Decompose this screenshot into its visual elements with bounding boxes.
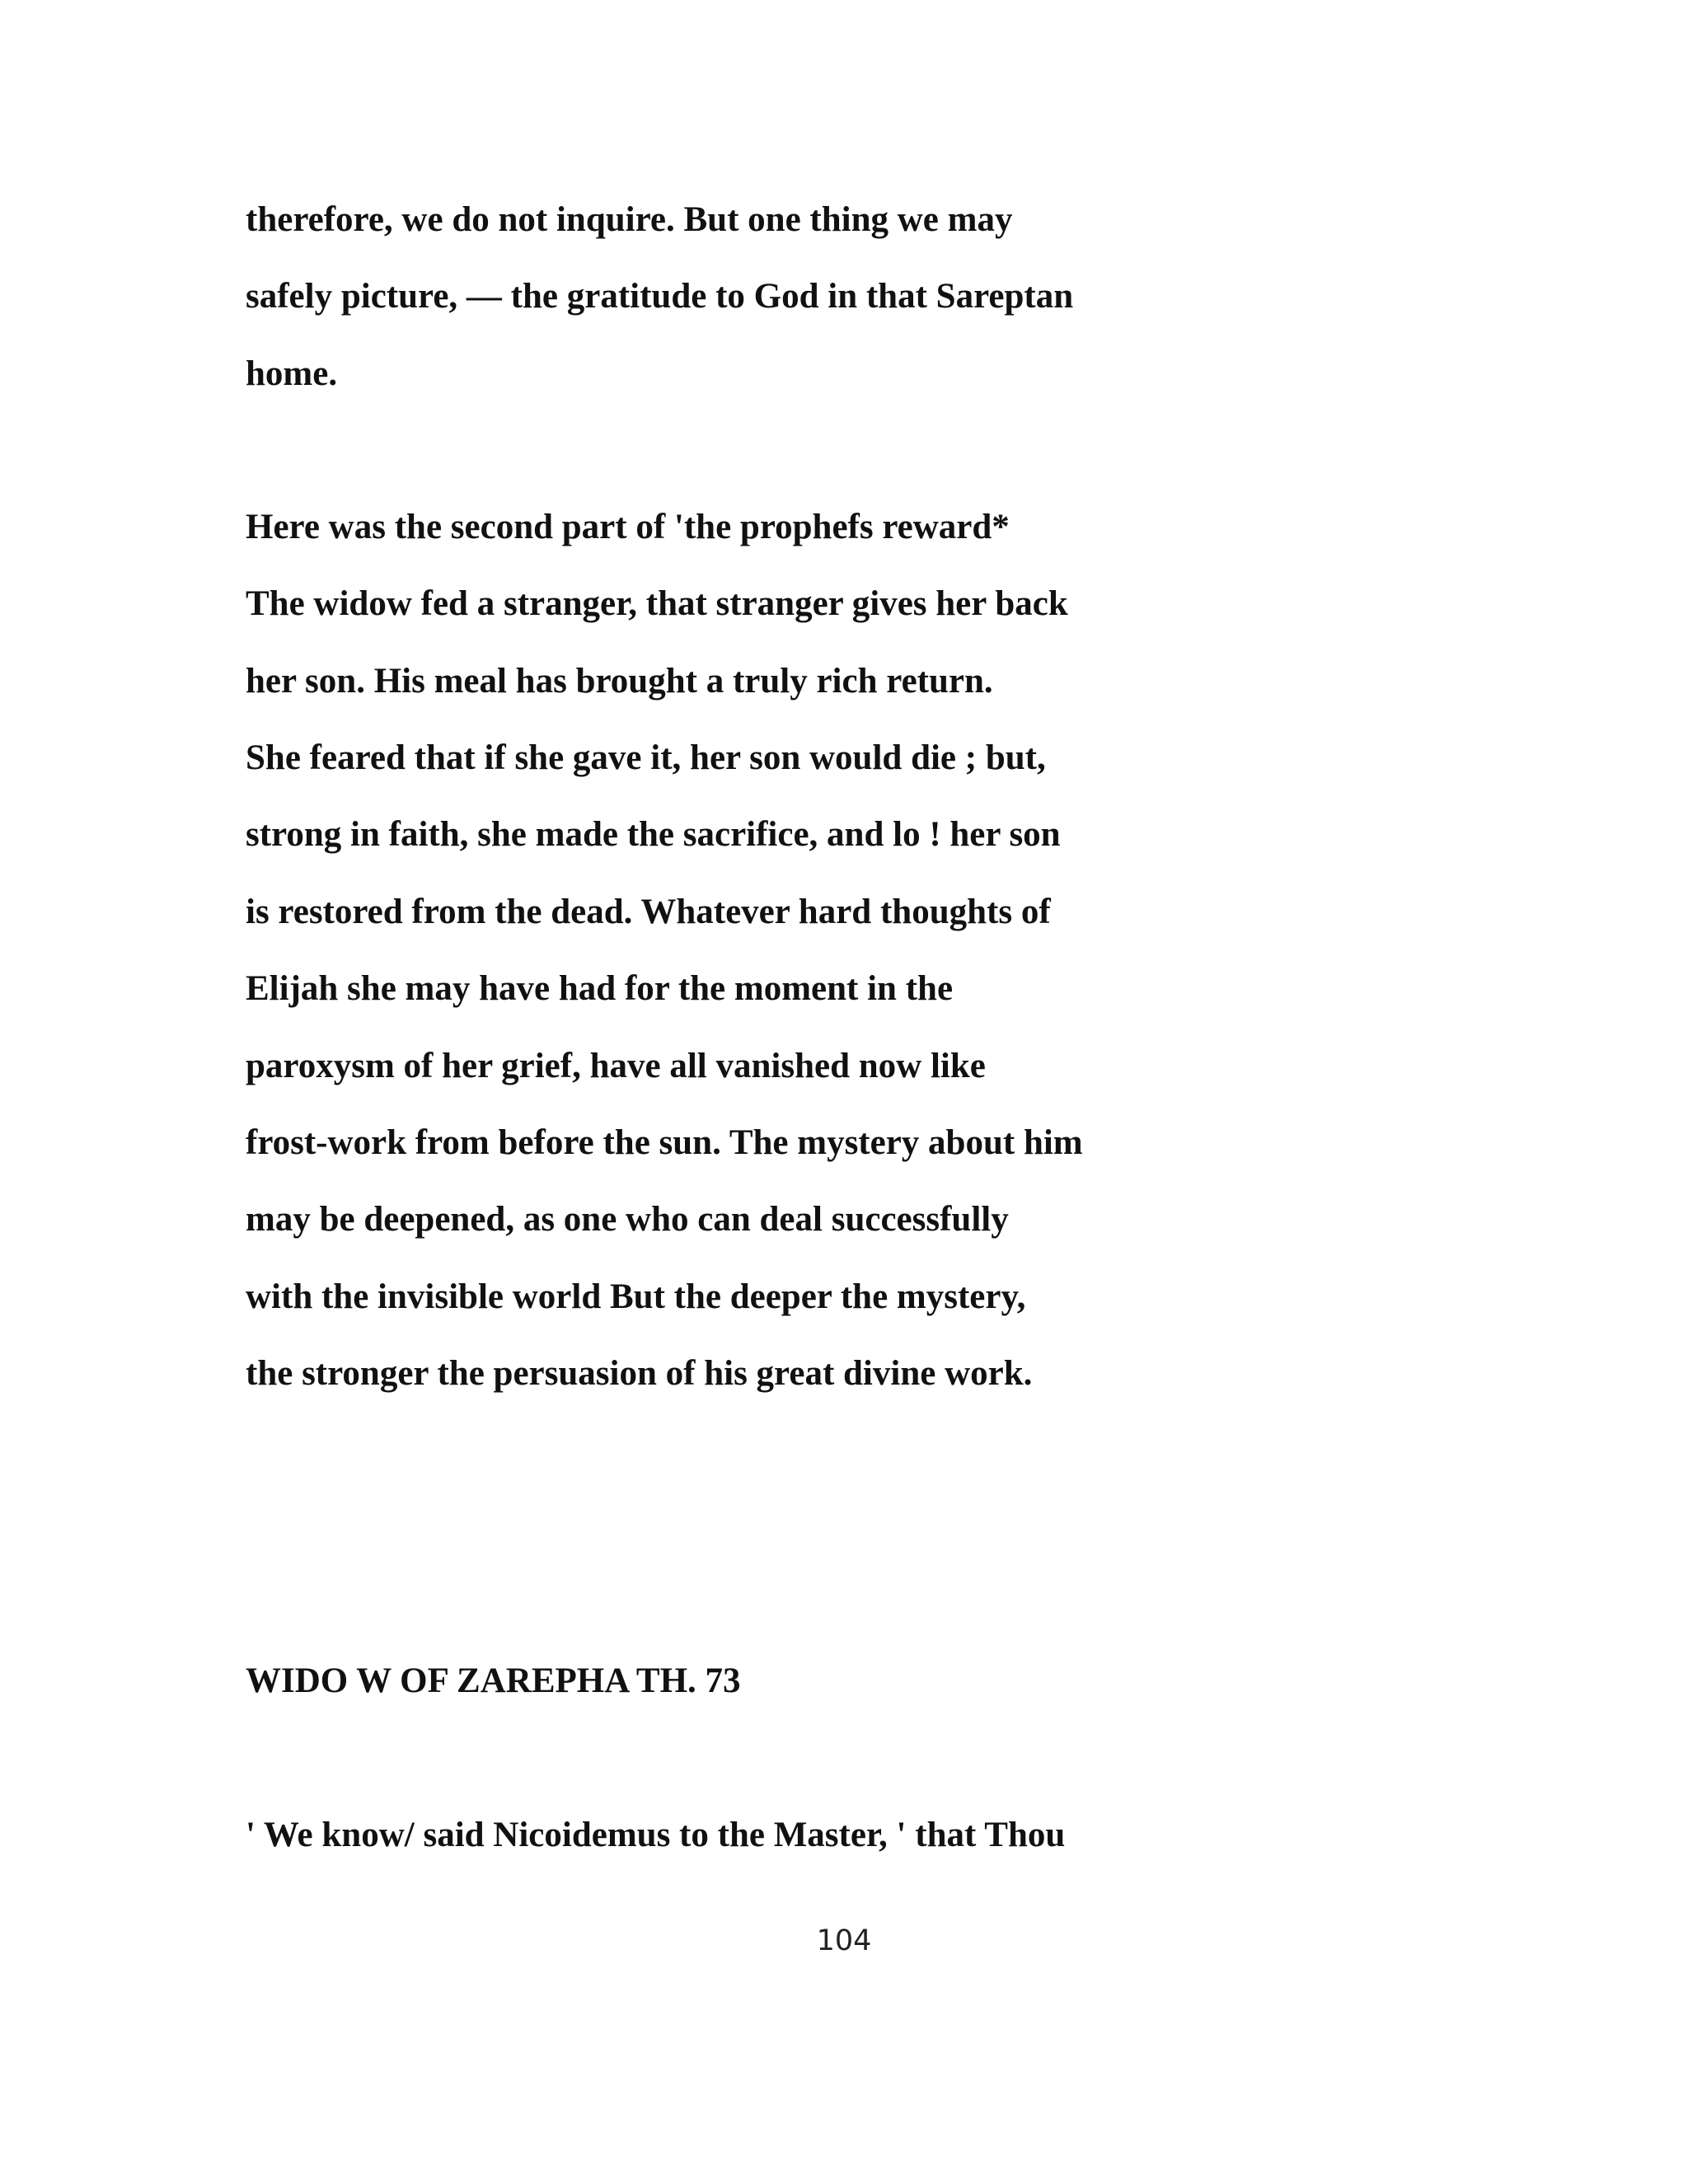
text-line: therefore, we do not inquire. But one thing we may: [246, 200, 1013, 239]
text-line: safely picture, — the gratitude to God in that Sareptan: [246, 277, 1074, 316]
text-line: Elijah she may have had for the moment in the: [246, 969, 954, 1008]
text-line: is restored from the dead. Whatever hard thoughts of: [246, 893, 1051, 931]
running-header: WIDO W OF ZAREPHA TH. 73: [246, 1661, 741, 1700]
text-line: frost-work from before the sun. The mystery about him: [246, 1123, 1083, 1162]
text-line: strong in faith, she made the sacrifice, and lo ! her son: [246, 815, 1061, 854]
text-line: Here was the second part of 'the prophefs reward*: [246, 508, 1010, 546]
text-line: home.: [246, 354, 338, 393]
text-line: paroxysm of her grief, have all vanished now like: [246, 1047, 986, 1085]
text-line: She feared that if she gave it, her son would die ; but,: [246, 738, 1046, 777]
text-line: may be deepened, as one who can deal successfully: [246, 1200, 1009, 1239]
text-line: ' We know/ said Nicoidemus to the Master, ' that Thou: [246, 1816, 1066, 1854]
page-number: 104: [816, 1924, 872, 1957]
text-line: with the invisible world But the deeper the mystery,: [246, 1277, 1026, 1316]
text-line: her son. His meal has brought a truly rich return.: [246, 662, 993, 701]
text-line: The widow fed a stranger, that stranger gives her back: [246, 584, 1068, 623]
text-line: the stronger the persuasion of his great divine work.: [246, 1354, 1033, 1393]
